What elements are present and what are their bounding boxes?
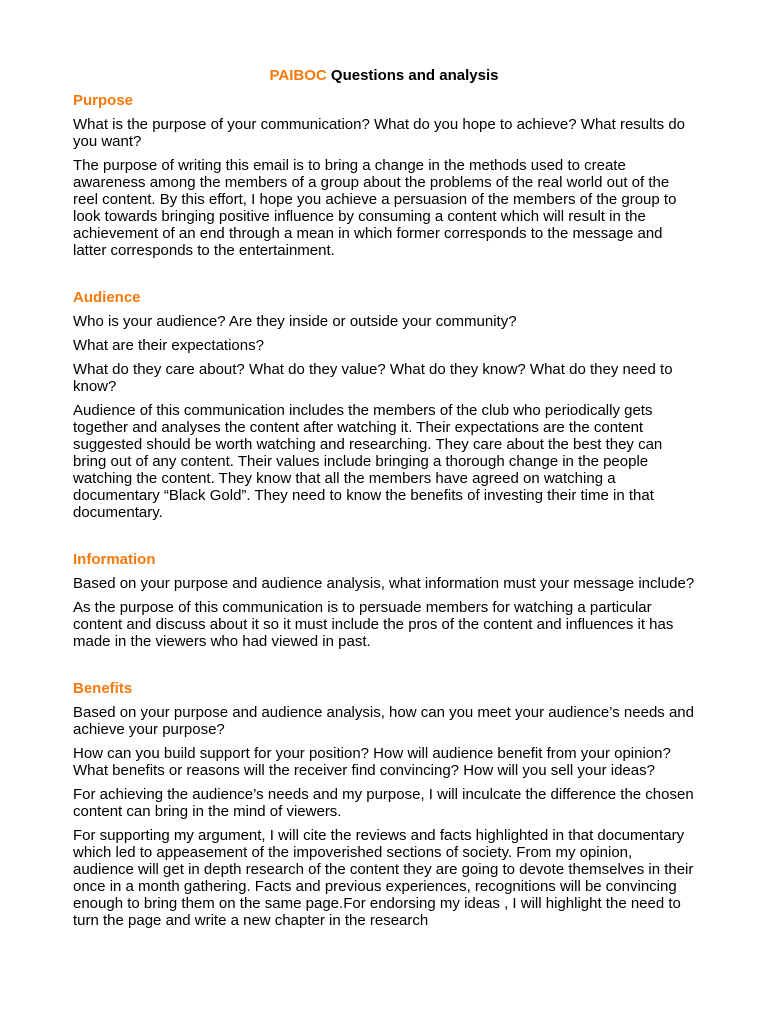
document-title (73, 66, 695, 86)
section-audience (73, 289, 695, 521)
section-heading-purpose: Purpose (73, 92, 134, 109)
answer-text: For supporting my argument, I will cite the reviews and facts highlighted in that documentary which led to appeasement of the impoverished sections of society. From my opinion, audience will get in depth research of the content they are going to devote themselves in their once in a month gathering. Facts and previous experiences, recognitions will be convincing enough to bring them on the same page.For endorsing my ideas , I will highlight the need to turn the page and write a new chapter in the research (73, 827, 694, 929)
title-accent: PAIBOC (269, 67, 327, 84)
section-information (73, 551, 695, 650)
question-text: Who is your audience? Are they inside or outside your community? (73, 313, 517, 330)
question-text: How can you build support for your position? How will audience benefit from your opinion? What benefits or reasons will the receiver find convincing? How will you sell your ideas? (73, 745, 671, 779)
section-heading-audience: Audience (73, 289, 141, 306)
answer-text: For achieving the audience’s needs and my purpose, I will inculcate the difference the chosen content can bring in the mind of viewers. (73, 786, 694, 820)
question-text: What do they care about? What do they value? What do they know? What do they need to know? (73, 361, 673, 395)
section-benefits (73, 680, 695, 929)
question-text: Based on your purpose and audience analysis, what information must your message include? (73, 575, 695, 592)
question-text: What are their expectations? (73, 337, 264, 354)
question-text: Based on your purpose and audience analysis, how can you meet your audience’s needs and achieve your purpose? (73, 704, 694, 738)
section-heading-benefits: Benefits (73, 680, 133, 697)
question-text: What is the purpose of your communication? What do you hope to achieve? What results do you want? (73, 116, 685, 150)
answer-text: Audience of this communication includes the members of the club who periodically gets together and analyses the content after watching it. Their expectations are the content suggested should be worth watching and researching. They care about the best they can bring out of any content. Their values include bringing a thorough change in the people watching the content. They know that all the members have agreed on watching a documentary “Black Gold”. They need to know the benefits of investing their time in that documentary. (73, 402, 663, 521)
title-text: Questions and analysis (326, 67, 499, 84)
section-purpose (73, 92, 695, 259)
answer-text: The purpose of writing this email is to bring a change in the methods used to create awareness among the members of a group about the problems of the real world out of the reel content. By this effort, I hope you achieve a persuasion of the members of the group to look towards bringing positive influence by consuming a content which will result in the achievement of an end through a mean in which former corresponds to the message and latter corresponds to the entertainment. (73, 157, 677, 259)
document-page (73, 66, 695, 936)
answer-text: As the purpose of this communication is to persuade members for watching a particular content and discuss about it so it must include the pros of the content and influences it has made in the viewers who had viewed in past. (73, 599, 674, 650)
section-heading-information: Information (73, 551, 156, 568)
